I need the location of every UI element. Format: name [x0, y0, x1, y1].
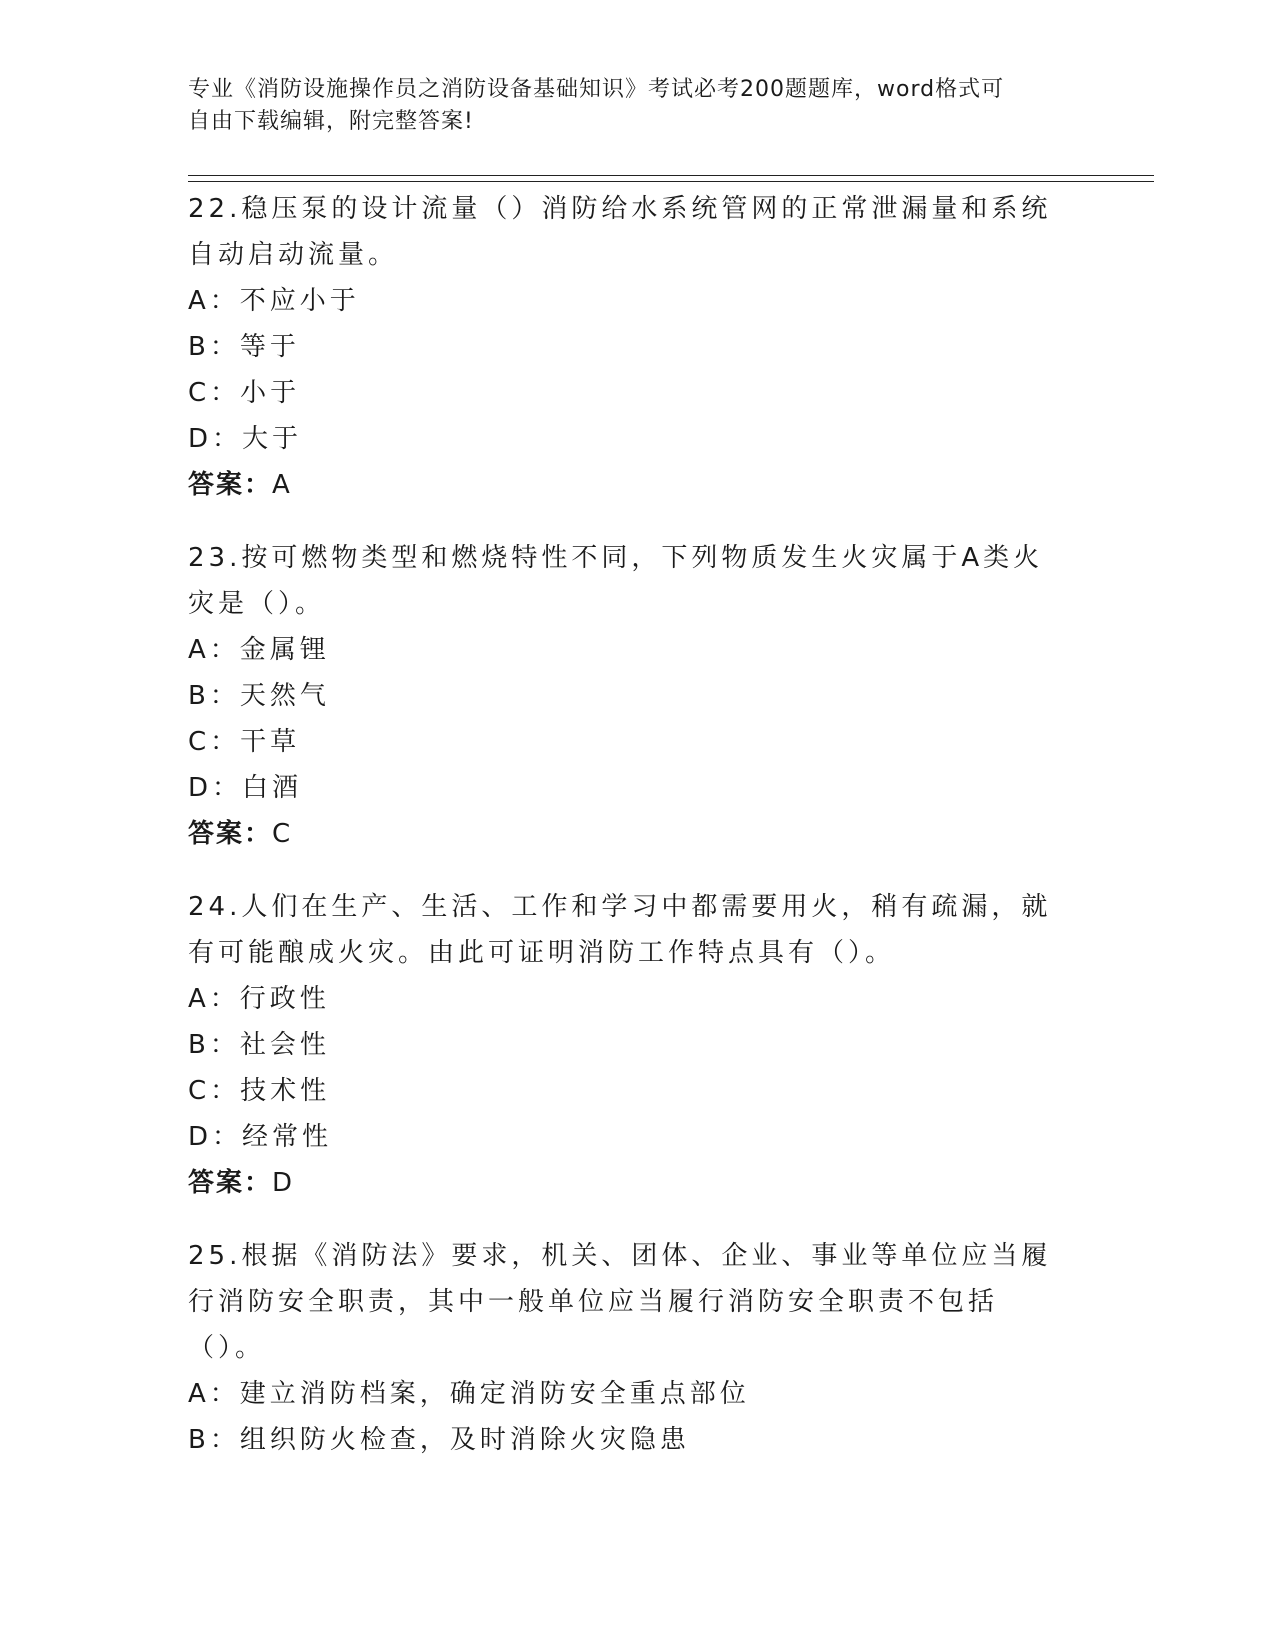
- answer-label: 答案：: [188, 470, 273, 500]
- option-b: B：等于: [188, 332, 300, 362]
- document-header: 专业《消防设施操作员之消防设备基础知识》考试必考200题题库，word格式可 自由下载编辑，附完整答案!: [188, 77, 1005, 134]
- option-b: B：社会性: [188, 1030, 330, 1060]
- option-b: B：组织防火检查，及时消除火灾隐患: [188, 1425, 690, 1455]
- option-a: A：金属锂: [188, 635, 330, 665]
- option-b: B：天然气: [188, 681, 330, 711]
- option-d: D：大于: [188, 424, 303, 454]
- option-a: A：建立消防档案，确定消防安全重点部位: [188, 1379, 750, 1409]
- header-divider-top: [188, 175, 1154, 176]
- question-24: [188, 884, 1068, 1206]
- question-stem: 23.按可燃物类型和燃烧特性不同，下列物质发生火灾属于A类火灾是（）。: [188, 543, 1044, 619]
- header-divider-bottom: [188, 181, 1154, 182]
- answer-value: D: [272, 1168, 295, 1198]
- answer-line: [188, 1160, 1068, 1206]
- question-22: [188, 186, 1068, 508]
- answer-label: 答案：: [188, 819, 273, 849]
- question-stem: 22.稳压泵的设计流量（）消防给水系统管网的正常泄漏量和系统自动启动流量。: [188, 194, 1052, 270]
- question-stem: 25.根据《消防法》要求，机关、团体、企业、事业等单位应当履行消防安全职责，其中一般单位应当履行消防安全职责不包括（）。: [188, 1241, 1052, 1363]
- option-d: D：白酒: [188, 773, 303, 803]
- answer-line: [188, 811, 1068, 857]
- option-c: C：小于: [188, 378, 301, 408]
- answer-line: [188, 462, 1068, 508]
- option-c: C：干草: [188, 727, 301, 757]
- question-23: [188, 535, 1068, 857]
- option-a: A：行政性: [188, 984, 330, 1014]
- answer-label: 答案：: [188, 1168, 273, 1198]
- option-a: A：不应小于: [188, 286, 360, 316]
- answer-value: A: [272, 470, 292, 500]
- question-25: [188, 1233, 1068, 1463]
- option-d: D：经常性: [188, 1122, 333, 1152]
- answer-value: C: [272, 819, 293, 849]
- question-stem: 24.人们在生产、生活、工作和学习中都需要用火，稍有疏漏，就有可能酿成火灾。由此可证明消防工作特点具有（）。: [188, 892, 1052, 968]
- option-c: C：技术性: [188, 1076, 331, 1106]
